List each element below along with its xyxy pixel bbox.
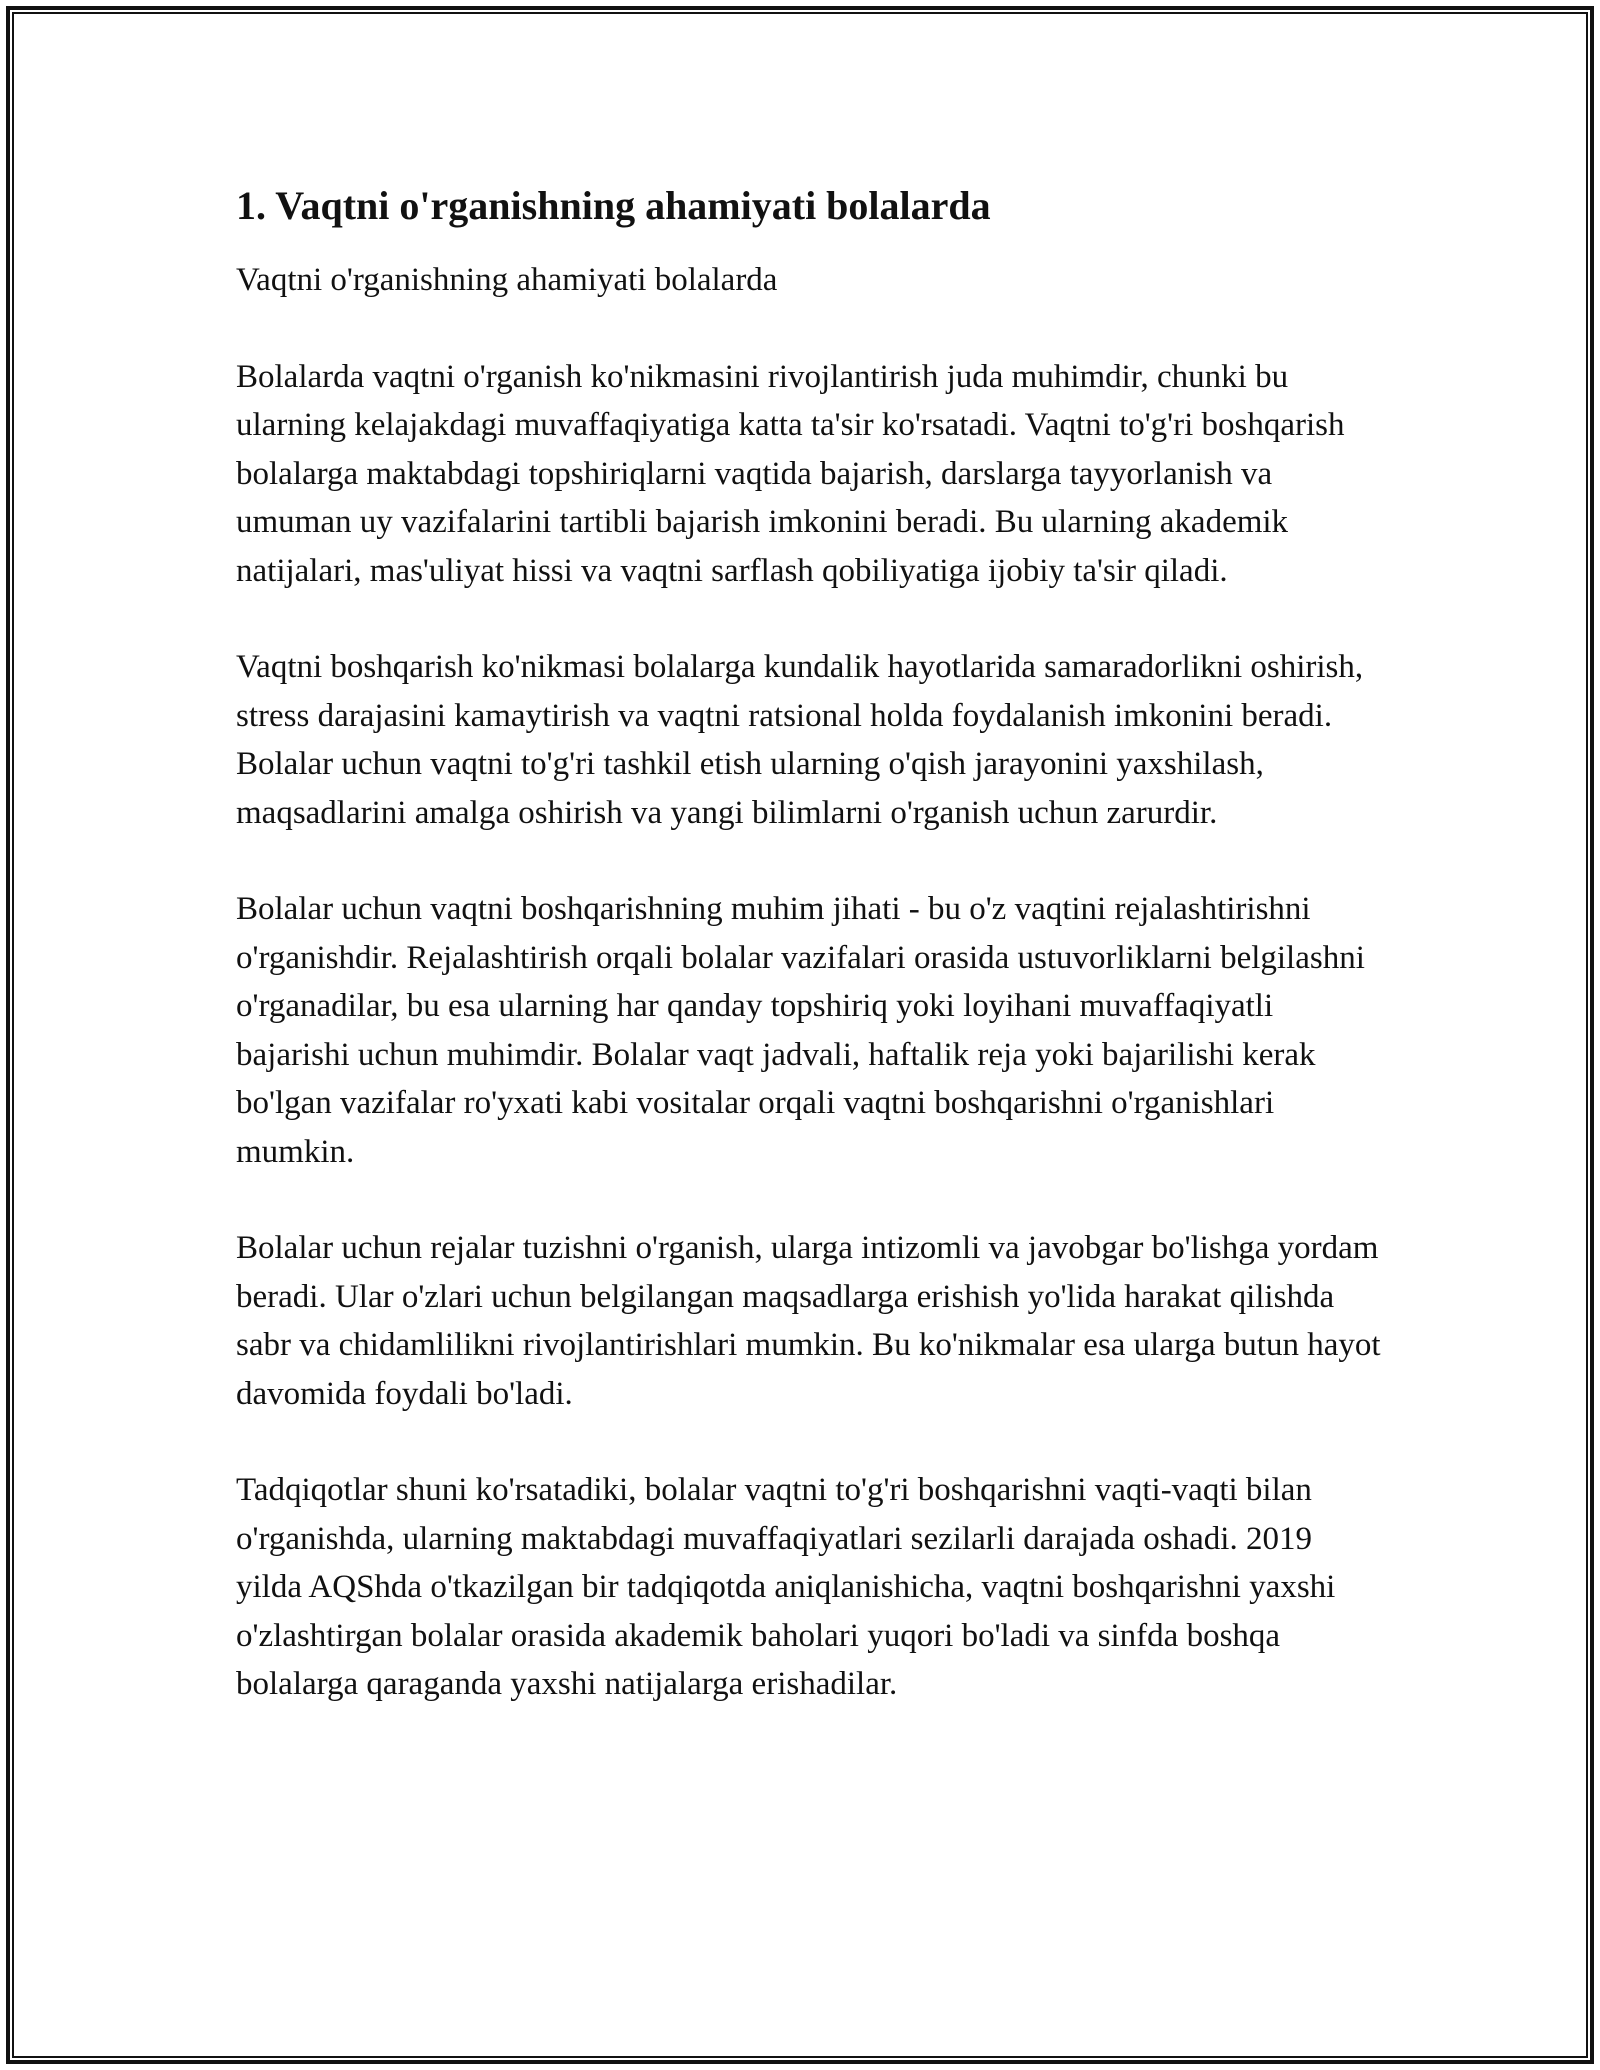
paragraph-3: Bolalar uchun vaqtni boshqarishning muhim jihati - bu o'z vaqtini rejalashtirishni o'rganishdir. Rejalashtirish orqali bolalar vazifalari orasida ustuvorliklarni belgilashni o'rganadilar, bu esa ularning har qanday topshiriq yoki loyihani muvaffaqiyatli bajarishi uchun muhimdir. Bolalar vaqt jadvali, haftalik reja yoki bajarilishi kerak bo'lgan vazifalar ro'yxati kabi vositalar orqali vaqtni boshqarishni o'rganishlari mumkin. (236, 891, 1365, 1170)
document-title: 1. Vaqtni o'rganishning ahamiyati bolalarda (236, 183, 991, 228)
document-body (236, 182, 1386, 1757)
paragraph-2: Vaqtni boshqarish ko'nikmasi bolalarga kundalik hayotlarida samaradorlikni oshirish, stress darajasini kamaytirish va vaqtni ratsional holda foydalanish imkonini beradi. Bolalar uchun vaqtni to'g'ri tashkil etish ularning o'qish jarayonini yaxshilash, maqsadlarini amalga oshirish va yangi bilimlarni o'rganish uchun zarurdir. (236, 649, 1364, 831)
paragraph-5: Tadqiqotlar shuni ko'rsatadiki, bolalar vaqtni to'g'ri boshqarishni vaqti-vaqti bilan o'rganishda, ularning maktabdagi muvaffaqiyatlari sezilarli darajada oshadi. 2019 yilda AQShda o'tkazilgan bir tadqiqotda aniqlanishicha, vaqtni boshqarishni yaxshi o'zlashtirgan bolalar orasida akademik baholari yuqori bo'ladi va sinfda boshqa bolalarga qaraganda yaxshi natijalarga erishadilar. (236, 1472, 1336, 1702)
document-subtitle: Vaqtni o'rganishning ahamiyati bolalarda (236, 262, 778, 298)
paragraph-4: Bolalar uchun rejalar tuzishni o'rganish, ularga intizomli va javobgar bo'lishga yordam beradi. Ular o'zlari uchun belgilangan maqsadlarga erishish yo'lida harakat qilishda sabr va chidamlilikni rivojlantirishlari mumkin. Bu ko'nikmalar esa ularga butun hayot davomida foydali bo'ladi. (236, 1230, 1381, 1412)
paragraph-1: Bolalarda vaqtni o'rganish ko'nikmasini rivojlantirish juda muhimdir, chunki bu ularning kelajakdagi muvaffaqiyatiga katta ta'sir ko'rsatadi. Vaqtni to'g'ri boshqarish bolalarga maktabdagi topshiriqlarni vaqtida bajarish, darslarga tayyorlanish va umuman uy vazifalarini tartibli bajarish imkonini beradi. Bu ularning akademik natijalari, mas'uliyat hissi va vaqtni sarflash qobiliyatiga ijobiy ta'sir qiladi. (236, 358, 1345, 589)
